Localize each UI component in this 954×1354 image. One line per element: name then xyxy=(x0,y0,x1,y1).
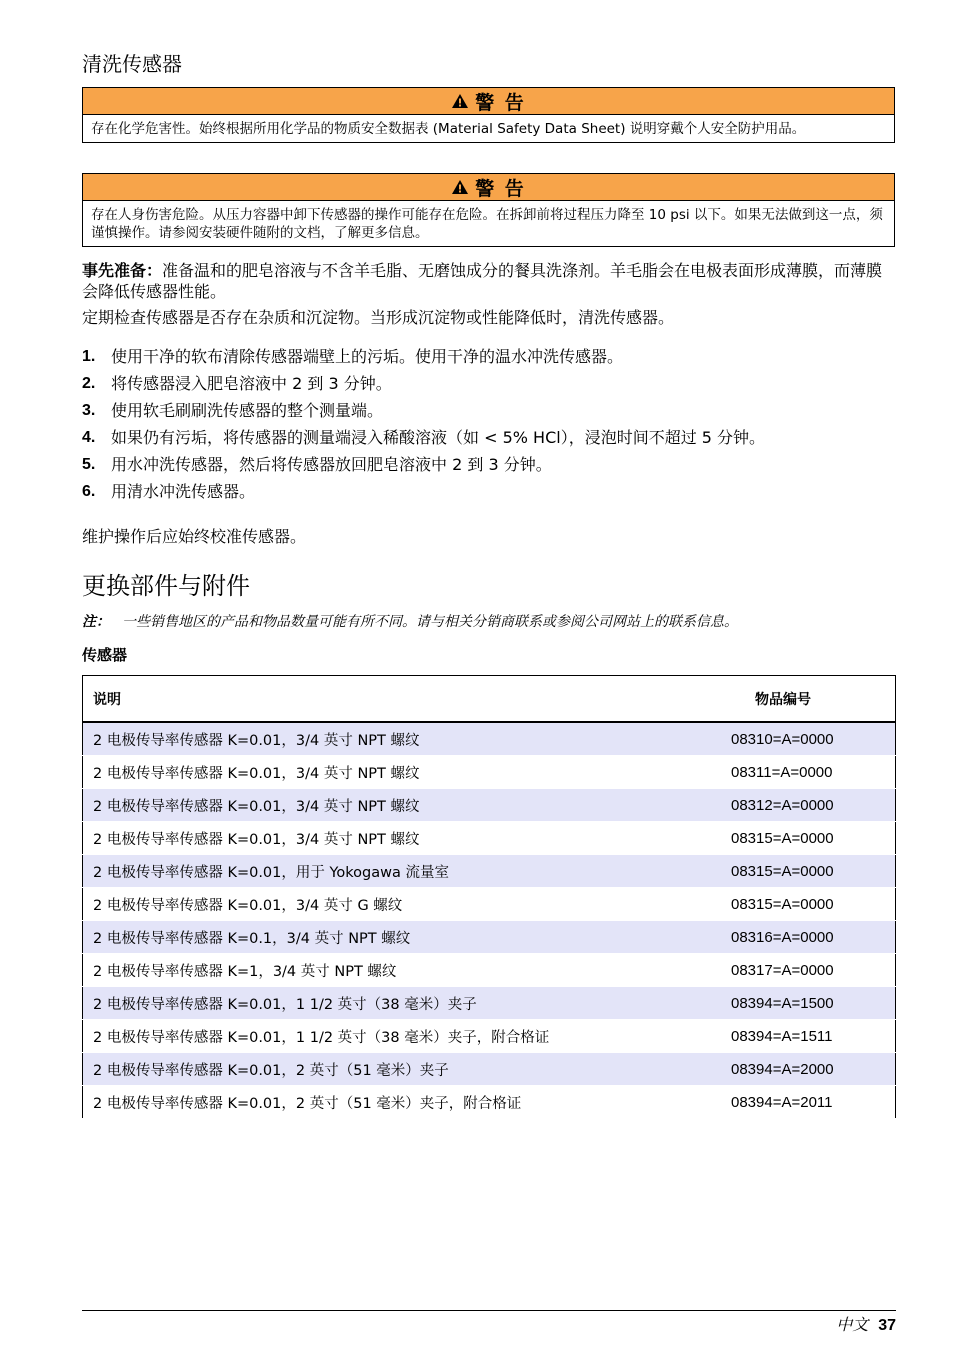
column-header-item-number: 物品编号 xyxy=(723,676,896,723)
page-footer xyxy=(836,1312,896,1335)
item-number-cell: 08394=A=2000 xyxy=(723,1053,896,1086)
table-row xyxy=(83,855,896,888)
warning-text: 存在化学危害性。始终根据所用化学品的物质安全数据表 (Material Safety Data Sheet) 说明穿戴个人安全防护用品。 xyxy=(91,121,806,137)
prep-text: 准备温和的肥皂溶液与不含羊毛脂、无磨蚀成分的餐具洗涤剂。羊毛脂会在电极表面形成薄膜，而薄膜会降低传感器性能。 xyxy=(82,261,883,301)
description-cell: 2 电极传导率传感器 K=0.01，3/4 英寸 NPT 螺纹 xyxy=(83,789,724,822)
step-item: 2. 将传感器浸入肥皂溶液中 2 到 3 分钟。 xyxy=(82,374,392,393)
prep-label: 事先准备： xyxy=(82,261,163,280)
table-row xyxy=(83,1086,896,1119)
parts-title: 更换部件与附件 xyxy=(82,572,250,600)
item-number-cell: 08311=A=0000 xyxy=(723,756,896,789)
footer-divider xyxy=(82,1310,896,1311)
note xyxy=(82,611,738,631)
step-item: 4. 如果仍有污垢，将传感器的测量端浸入稀酸溶液（如 < 5% HCl），浸泡时间不超过 5 分钟。 xyxy=(82,428,766,447)
footer-language: 中文 xyxy=(836,1315,869,1334)
warning-label: 警 告 xyxy=(475,177,526,200)
note-text: 一些销售地区的产品和物品数量可能有所不同。请与相关分销商联系或参阅公司网站上的联系信息。 xyxy=(122,614,738,630)
table-row xyxy=(83,888,896,921)
page-number: 37 xyxy=(878,1317,896,1334)
item-number-cell: 08315=A=0000 xyxy=(723,888,896,921)
intro-paragraph: 定期检查传感器是否存在杂质和沉淀物。当形成沉淀物或性能降低时，清洗传感器。 xyxy=(82,308,675,327)
warning-box-injury xyxy=(82,173,895,247)
column-header-description: 说明 xyxy=(83,676,724,723)
warning-box-chemical xyxy=(82,87,895,143)
description-cell: 2 电极传导率传感器 K=0.01，1 1/2 英寸（38 毫米）夹子，附合格证 xyxy=(83,1020,724,1053)
item-number-cell: 08315=A=0000 xyxy=(723,855,896,888)
table-row xyxy=(83,789,896,822)
step-item: 5. 用水冲洗传感器，然后将传感器放回肥皂溶液中 2 到 3 分钟。 xyxy=(82,455,552,474)
table-row xyxy=(83,1053,896,1086)
step-item: 6. 用清水冲洗传感器。 xyxy=(82,482,256,501)
table-row xyxy=(83,756,896,789)
table-row xyxy=(83,954,896,987)
warning-text: 存在人身伤害危险。从压力容器中卸下传感器的操作可能存在危险。在拆卸前将过程压力降至 10 psi 以下。如果无法做到这一点，须谨慎操作。请参阅安装硬件随附的文档，了解更多信息。 xyxy=(91,207,883,241)
item-number-cell: 08315=A=0000 xyxy=(723,822,896,855)
table-row xyxy=(83,987,896,1020)
item-number-cell: 08394=A=1511 xyxy=(723,1020,896,1053)
item-number-cell: 08310=A=0000 xyxy=(723,722,896,756)
item-number-cell: 08394=A=1500 xyxy=(723,987,896,1020)
prep-paragraph xyxy=(82,260,898,302)
description-cell: 2 电极传导率传感器 K=0.1，3/4 英寸 NPT 螺纹 xyxy=(83,921,724,954)
warning-header xyxy=(83,174,894,201)
description-cell: 2 电极传导率传感器 K=0.01，1 1/2 英寸（38 毫米）夹子 xyxy=(83,987,724,1020)
warning-triangle-icon xyxy=(451,179,469,195)
table-header-row xyxy=(83,676,896,723)
note-label: 注： xyxy=(82,614,110,630)
description-cell: 2 电极传导率传感器 K=0.01，2 英寸（51 毫米）夹子，附合格证 xyxy=(83,1086,724,1119)
description-cell: 2 电极传导率传感器 K=0.01，3/4 英寸 G 螺纹 xyxy=(83,888,724,921)
table-row xyxy=(83,822,896,855)
description-cell: 2 电极传导率传感器 K=0.01，3/4 英寸 NPT 螺纹 xyxy=(83,756,724,789)
warning-triangle-icon xyxy=(451,93,469,109)
item-number-cell: 08312=A=0000 xyxy=(723,789,896,822)
table-title: 传感器 xyxy=(82,646,128,664)
step-item: 1. 使用干净的软布清除传感器端壁上的污垢。使用干净的温水冲洗传感器。 xyxy=(82,347,624,366)
item-number-cell: 08317=A=0000 xyxy=(723,954,896,987)
warning-header xyxy=(83,88,894,115)
description-cell: 2 电极传导率传感器 K=0.01，用于 Yokogawa 流量室 xyxy=(83,855,724,888)
cleaning-steps xyxy=(82,346,898,508)
item-number-cell: 08394=A=2011 xyxy=(723,1086,896,1119)
description-cell: 2 电极传导率传感器 K=0.01，3/4 英寸 NPT 螺纹 xyxy=(83,722,724,756)
description-cell: 2 电极传导率传感器 K=1，3/4 英寸 NPT 螺纹 xyxy=(83,954,724,987)
table-row xyxy=(83,921,896,954)
step-item: 3. 使用软毛刷刷洗传感器的整个测量端。 xyxy=(82,401,384,420)
item-number-cell: 08316=A=0000 xyxy=(723,921,896,954)
section-title: 清洗传感器 xyxy=(82,52,182,76)
sensor-parts-table xyxy=(82,675,896,1119)
table-row xyxy=(83,1020,896,1053)
description-cell: 2 电极传导率传感器 K=0.01，2 英寸（51 毫米）夹子 xyxy=(83,1053,724,1086)
warning-label: 警 告 xyxy=(475,91,526,114)
table-row xyxy=(83,722,896,756)
description-cell: 2 电极传导率传感器 K=0.01，3/4 英寸 NPT 螺纹 xyxy=(83,822,724,855)
after-note: 维护操作后应始终校准传感器。 xyxy=(82,527,307,546)
